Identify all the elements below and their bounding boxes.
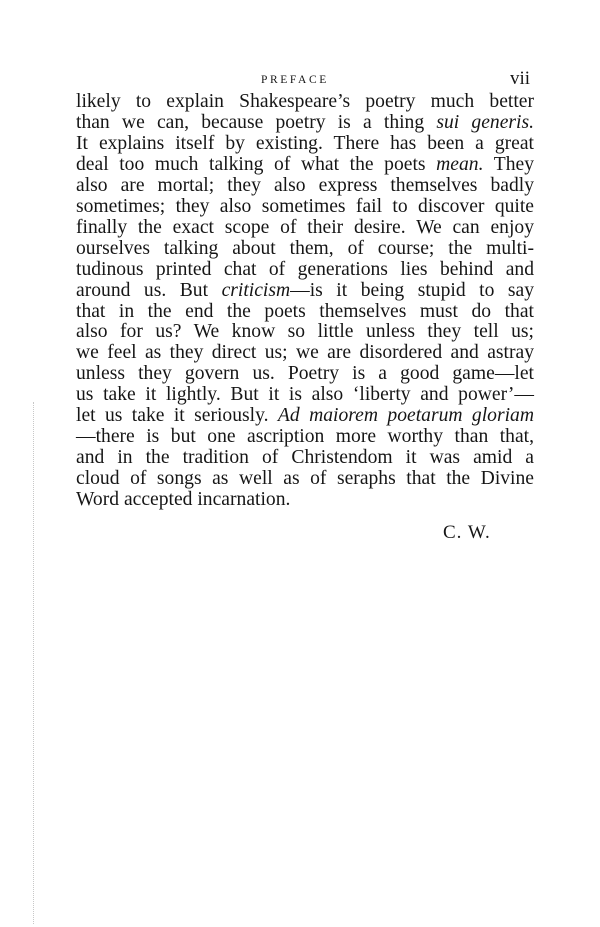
text-run: —is it being stupid to say	[290, 279, 535, 301]
text-run: also for us? We know so little unless they tell us;	[76, 321, 534, 343]
text-run: unless they govern us. Poetry is a good game—let	[76, 363, 534, 385]
text-run: It explains itself by existing. There has been a great	[76, 132, 534, 154]
text-run: and in the tradition of Christendom it was amid a	[76, 447, 534, 469]
author-signature: C. W.	[443, 522, 491, 543]
text-line	[76, 322, 534, 343]
text-line	[76, 155, 534, 176]
text-line	[76, 385, 534, 406]
text-line	[76, 218, 534, 239]
text-run: around us. But	[76, 279, 222, 301]
text-run: They	[483, 153, 534, 175]
running-head: PREFACE	[261, 74, 329, 86]
text-line	[76, 448, 534, 469]
text-line	[76, 113, 534, 134]
text-line	[76, 92, 534, 113]
text-run: tudinous printed chat of generations lies behind and	[76, 258, 534, 280]
page-number: vii	[509, 68, 530, 89]
italic-phrase: mean.	[436, 153, 484, 175]
text-line	[76, 343, 534, 364]
italic-phrase: Ad maiorem poetarum gloriam	[277, 405, 534, 427]
text-run: sometimes; they also sometimes fail to discover quite	[76, 195, 534, 217]
text-line	[76, 427, 534, 448]
text-run: ourselves talking about them, of course; the multi-	[76, 237, 534, 259]
preface-paragraph	[76, 92, 534, 511]
text-line	[76, 197, 534, 218]
text-run: likely to explain Shakespeare’s poetry much better	[76, 91, 534, 112]
text-run: us take it lightly. But it is also ‘liberty and power’—	[76, 384, 534, 406]
text-line	[76, 469, 534, 490]
margin-rule	[33, 402, 34, 924]
text-line	[76, 134, 534, 155]
text-run: finally the exact scope of their desire. We can enjoy	[76, 216, 534, 238]
text-line	[76, 302, 534, 323]
text-line	[76, 490, 534, 511]
text-run: we feel as they direct us; we are disordered and astray	[76, 342, 534, 364]
text-run: let us take it seriously.	[76, 405, 278, 427]
italic-phrase: criticism	[221, 279, 291, 301]
text-run: that in the end the poets themselves must do that	[76, 300, 534, 322]
text-line	[76, 281, 534, 302]
text-run: Word accepted incarnation.	[76, 489, 291, 511]
text-run: deal too much talking of what the poets	[76, 153, 437, 175]
text-line	[76, 260, 534, 281]
text-run: also are mortal; they also express themselves badly	[76, 174, 534, 196]
text-line	[76, 176, 534, 197]
text-run: cloud of songs as well as of seraphs that the Divine	[76, 468, 534, 490]
text-run: than we can, because poetry is a thing	[76, 111, 437, 133]
text-line	[76, 239, 534, 260]
italic-phrase: sui generis.	[436, 111, 535, 133]
text-line	[76, 406, 534, 427]
text-line	[76, 364, 534, 385]
text-run: —there is but one ascription more worthy than that,	[76, 426, 534, 448]
